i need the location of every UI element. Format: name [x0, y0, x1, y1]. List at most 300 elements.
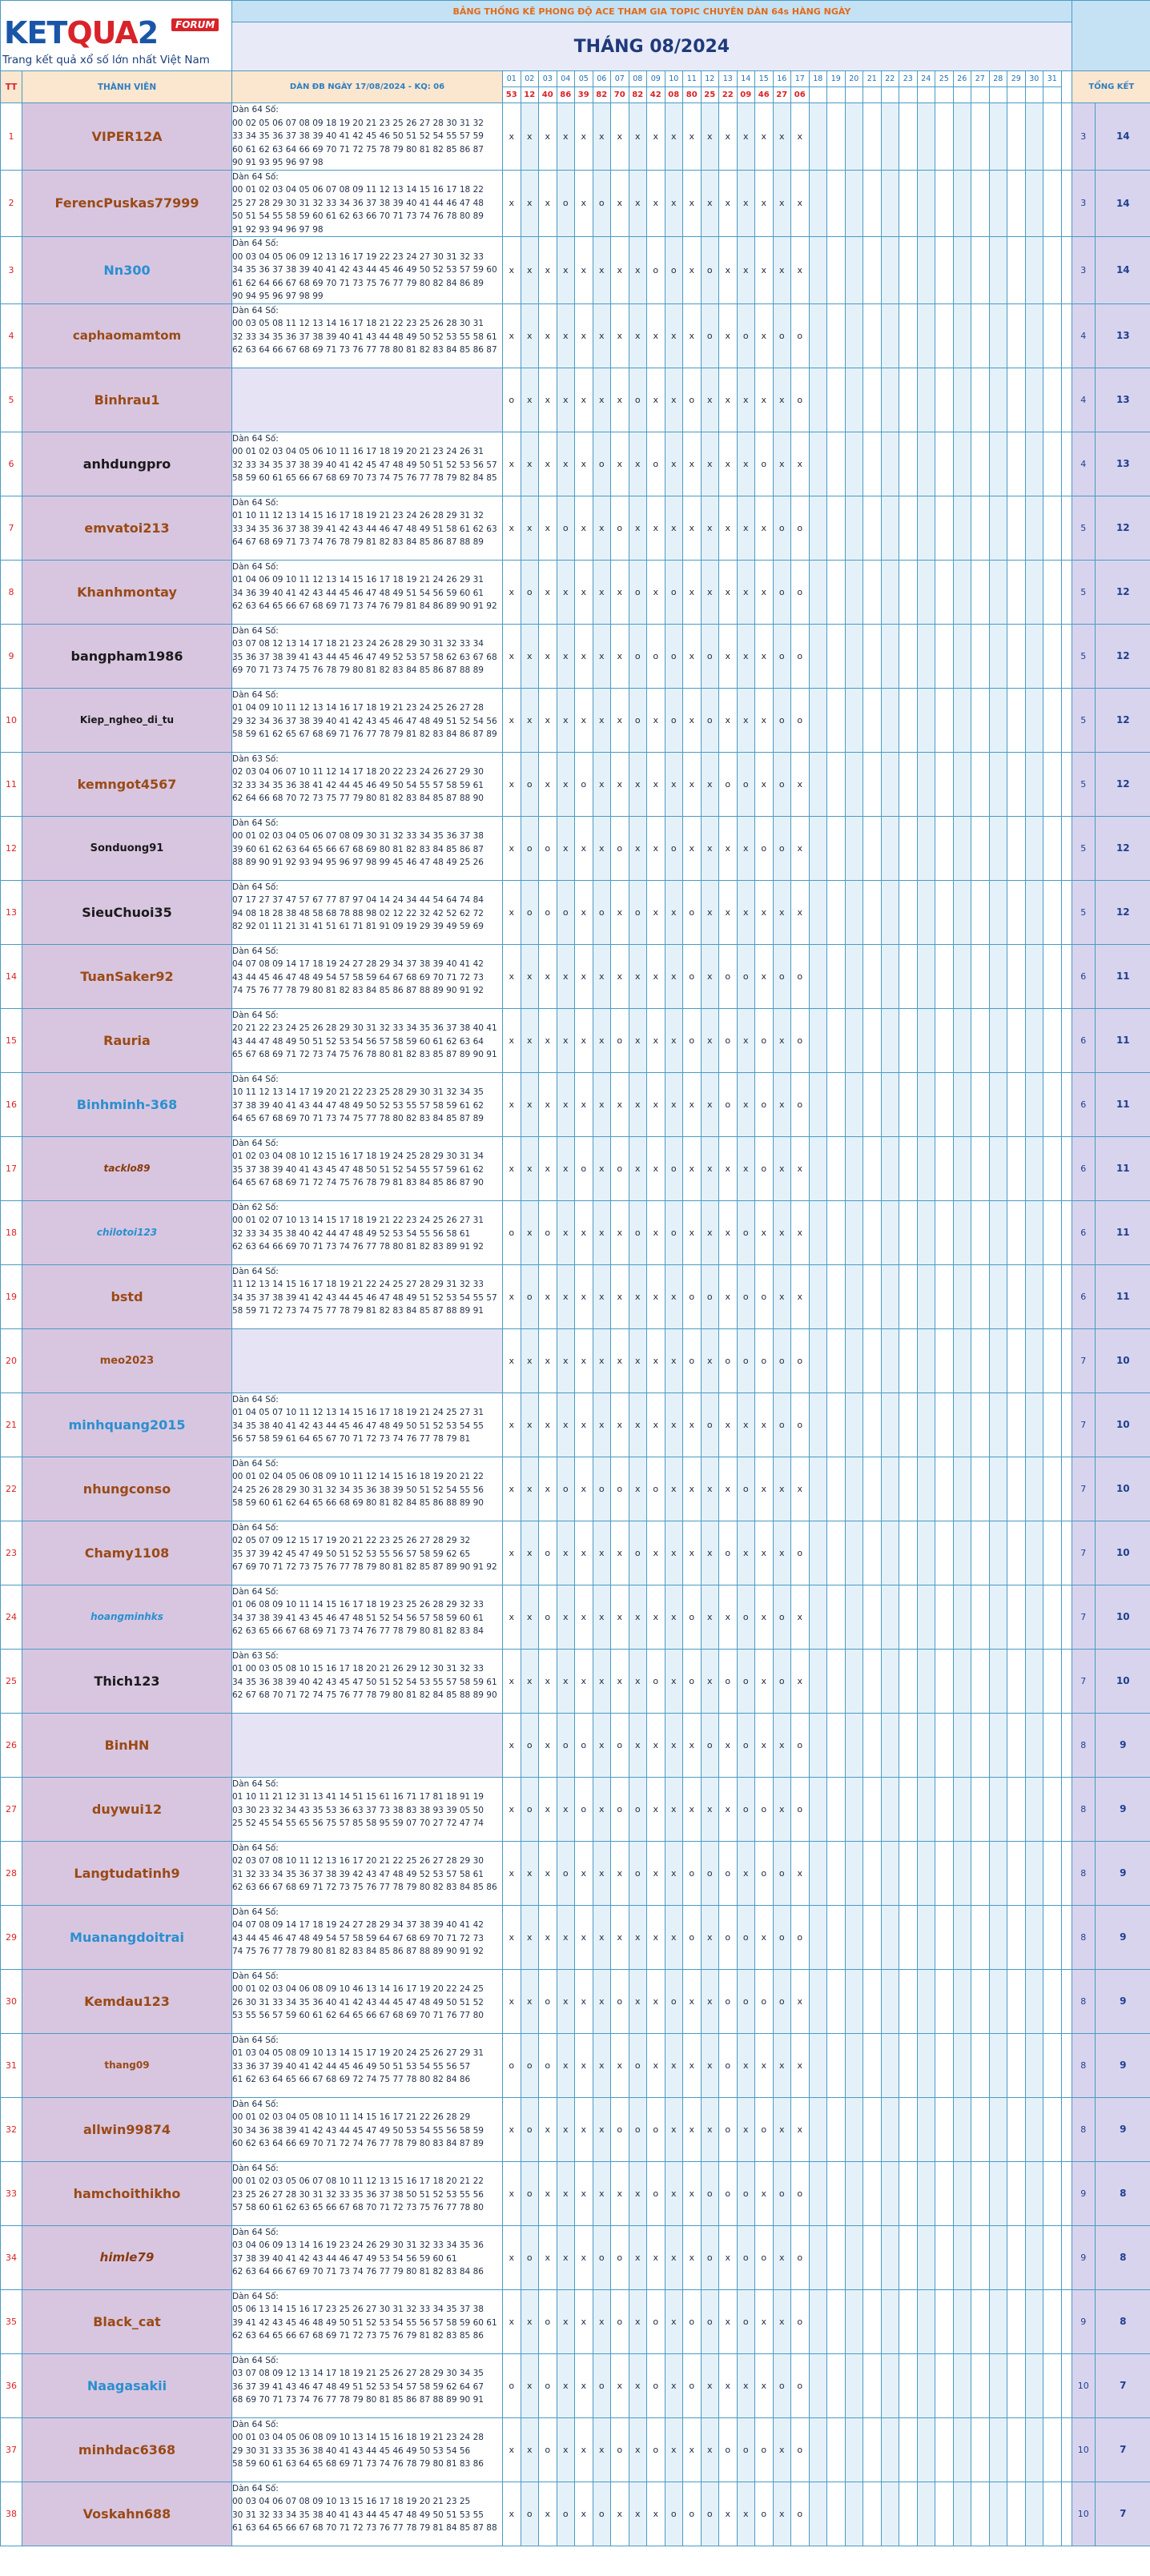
dan-cell [232, 432, 503, 496]
member-name[interactable]: Thich123 [22, 1649, 232, 1713]
day-mark-empty [845, 2482, 863, 2546]
member-name[interactable]: anhdungpro [22, 432, 232, 496]
member-name[interactable]: thang09 [22, 2033, 232, 2097]
day-mark: x [593, 496, 611, 560]
member-name[interactable]: minhquang2015 [22, 1392, 232, 1457]
logo-tagline: Trang kết quả xổ số lớn nhất Việt Nam [2, 54, 210, 66]
day-mark: o [755, 1969, 774, 2033]
day-mark-empty [1007, 1841, 1026, 1905]
day-mark-empty [1025, 170, 1043, 237]
day-mark: x [665, 103, 683, 171]
day-mark: x [611, 1585, 629, 1649]
row-number: 18 [1, 1200, 22, 1264]
day-mark: x [701, 880, 719, 944]
day-mark: x [683, 2097, 702, 2161]
row-spacer [1061, 624, 1072, 688]
day-mark: x [701, 752, 719, 816]
dan-numbers: 25 52 45 54 55 65 56 75 57 85 58 95 59 07 70 27 72 47 74 [232, 1818, 484, 1828]
day-mark-empty [989, 1585, 1007, 1649]
miss-count: 8 [1072, 1713, 1095, 1777]
member-name[interactable]: tacklo89 [22, 1136, 232, 1200]
day-mark: x [539, 103, 557, 171]
member-name[interactable]: bstd [22, 1264, 232, 1328]
day-mark: x [575, 1072, 593, 1136]
day-header: 10 [665, 71, 683, 87]
day-mark-empty [845, 2033, 863, 2097]
row-number: 38 [1, 2482, 22, 2546]
day-mark-empty [845, 2161, 863, 2225]
day-mark: x [503, 1841, 521, 1905]
day-mark: o [611, 1008, 629, 1072]
day-mark-empty [845, 432, 863, 496]
member-name[interactable]: bangpham1986 [22, 624, 232, 688]
day-mark: o [683, 2289, 702, 2353]
day-mark: x [521, 303, 539, 368]
dan-count: Dàn 64 Số: [232, 2483, 279, 2494]
day-mark: o [737, 1457, 755, 1521]
day-header: 28 [989, 71, 1007, 87]
day-mark-empty [989, 688, 1007, 752]
member-name[interactable]: Naagasakii [22, 2353, 232, 2417]
table-row [1, 752, 1150, 816]
day-mark-empty [1043, 880, 1062, 944]
day-mark: x [665, 1777, 683, 1841]
table-row [1, 2417, 1150, 2482]
day-mark-empty [1007, 560, 1026, 624]
day-mark: x [503, 496, 521, 560]
day-mark-empty [917, 303, 935, 368]
member-name[interactable]: duywui12 [22, 1777, 232, 1841]
day-mark: x [611, 237, 629, 304]
row-number: 13 [1, 880, 22, 944]
day-mark: o [629, 2097, 647, 2161]
dan-numbers: 34 37 38 39 41 43 45 46 47 48 51 52 54 56 57 58 59 60 61 [232, 1613, 484, 1623]
member-name[interactable]: TuanSaker92 [22, 944, 232, 1008]
day-mark: o [611, 2417, 629, 2482]
day-mark-empty [989, 1457, 1007, 1521]
day-mark: x [539, 2097, 557, 2161]
day-mark-empty [1025, 2482, 1043, 2546]
miss-count: 3 [1072, 103, 1095, 171]
member-name[interactable]: Khanhmontay [22, 560, 232, 624]
day-mark: x [575, 1392, 593, 1457]
day-mark-empty [971, 880, 990, 944]
day-mark-empty [971, 1072, 990, 1136]
member-name[interactable]: Muanangdoitrai [22, 1905, 232, 1969]
day-mark: o [701, 688, 719, 752]
dan-numbers: 62 63 66 67 68 69 71 72 73 75 76 77 78 79 80 82 83 84 85 86 [232, 1883, 497, 1892]
day-mark-empty [809, 1969, 827, 2033]
dan-numbers: 01 03 04 05 08 09 10 13 14 15 17 19 20 24 25 26 27 29 31 [232, 2048, 484, 2058]
row-number: 16 [1, 1072, 22, 1136]
day-mark-empty [809, 1136, 827, 1200]
dan-numbers: 34 35 36 37 38 39 40 41 42 43 44 45 46 49 50 52 53 57 59 60 [232, 265, 497, 275]
table-row [1, 103, 1150, 171]
day-mark: x [557, 2161, 575, 2225]
member-name[interactable]: BinHN [22, 1713, 232, 1777]
dan-cell [232, 2482, 503, 2546]
day-mark-empty [881, 816, 899, 880]
member-name[interactable]: minhdac6368 [22, 2417, 232, 2482]
miss-count: 5 [1072, 688, 1095, 752]
row-spacer [1061, 1777, 1072, 1841]
result-cell: 42 [647, 87, 665, 103]
day-mark: o [791, 688, 810, 752]
row-spacer [1061, 368, 1072, 432]
day-mark-empty [809, 688, 827, 752]
row-number: 9 [1, 624, 22, 688]
member-name[interactable]: Sonduong91 [22, 816, 232, 880]
day-mark-empty [935, 1649, 954, 1713]
dan-numbers: 58 59 61 62 65 67 68 69 71 76 77 78 79 81 82 83 84 86 87 89 [232, 729, 497, 739]
row-spacer [1061, 303, 1072, 368]
day-mark: x [539, 688, 557, 752]
day-mark: x [575, 2289, 593, 2353]
day-mark-empty [809, 1649, 827, 1713]
day-mark: x [629, 1008, 647, 1072]
dan-count: Dàn 64 Số: [232, 2355, 279, 2365]
day-mark: x [665, 303, 683, 368]
day-header: 18 [809, 71, 827, 87]
day-mark: x [521, 624, 539, 688]
day-mark: o [611, 816, 629, 880]
day-mark-empty [881, 170, 899, 237]
logo-part-a: KET [4, 15, 67, 50]
day-mark: o [719, 944, 738, 1008]
day-mark-empty [881, 1585, 899, 1649]
day-header: 07 [611, 71, 629, 87]
day-mark: x [575, 1905, 593, 1969]
day-mark: x [557, 2097, 575, 2161]
member-name[interactable]: Kiep_ngheo_di_tu [22, 688, 232, 752]
day-mark: x [773, 103, 791, 171]
day-mark-empty [881, 752, 899, 816]
table-row [1, 880, 1150, 944]
day-mark: x [773, 2482, 791, 2546]
total-count: 9 [1095, 1777, 1150, 1841]
member-name[interactable]: Voskahn688 [22, 2482, 232, 2546]
member-name[interactable]: kemngot4567 [22, 752, 232, 816]
day-mark: x [611, 2482, 629, 2546]
member-name[interactable]: Binhrau1 [22, 368, 232, 432]
miss-count: 8 [1072, 1777, 1095, 1841]
day-mark: o [521, 2161, 539, 2225]
day-mark-empty [935, 2482, 954, 2546]
day-mark-empty [827, 2161, 846, 2225]
day-mark-empty [1007, 1585, 1026, 1649]
total-count: 11 [1095, 1072, 1150, 1136]
day-mark-empty [917, 2417, 935, 2482]
day-mark: x [755, 1521, 774, 1585]
row-spacer [1061, 2289, 1072, 2353]
day-mark-empty [1043, 1008, 1062, 1072]
day-mark: x [521, 1969, 539, 2033]
total-count: 8 [1095, 2225, 1150, 2289]
member-name[interactable]: Chamy1108 [22, 1521, 232, 1585]
dan-numbers: 23 25 26 27 28 30 31 32 33 35 36 37 38 50 51 52 53 55 56 [232, 2189, 484, 2200]
day-mark: x [611, 2033, 629, 2097]
day-mark: o [791, 2417, 810, 2482]
result-cell-empty [1043, 87, 1062, 103]
day-mark: x [521, 1521, 539, 1585]
member-name[interactable]: meo2023 [22, 1328, 232, 1392]
day-mark: x [647, 1841, 665, 1905]
day-mark-empty [899, 1841, 918, 1905]
site-logo[interactable] [1, 1, 231, 66]
day-mark-empty [935, 1969, 954, 2033]
table-row [1, 624, 1150, 688]
day-mark-empty [827, 1521, 846, 1585]
day-mark: o [557, 880, 575, 944]
day-mark: o [683, 1649, 702, 1713]
day-mark: x [755, 368, 774, 432]
day-mark: x [539, 1136, 557, 1200]
day-mark-empty [935, 1521, 954, 1585]
dan-numbers: 29 30 31 33 35 36 38 40 41 43 44 45 46 49 50 53 54 56 [232, 2445, 471, 2456]
day-mark: x [521, 1392, 539, 1457]
member-name[interactable]: emvatoi213 [22, 496, 232, 560]
day-mark-empty [1025, 2161, 1043, 2225]
dan-numbers: 74 75 76 77 78 79 80 81 82 83 84 85 86 87 88 89 90 91 92 [232, 1947, 484, 1956]
day-mark: x [755, 1713, 774, 1777]
day-mark: x [629, 103, 647, 171]
day-mark-empty [809, 1457, 827, 1521]
dan-numbers: 32 33 34 35 36 38 41 42 44 45 46 49 50 54 55 57 58 59 61 [232, 780, 484, 790]
member-name[interactable]: chilotoi123 [22, 1200, 232, 1264]
day-mark: x [521, 2289, 539, 2353]
day-mark-empty [917, 1392, 935, 1457]
day-mark: x [539, 1713, 557, 1777]
day-mark-empty [863, 1905, 882, 1969]
day-mark: o [737, 1328, 755, 1392]
day-mark-empty [809, 1521, 827, 1585]
total-count: 8 [1095, 2161, 1150, 2225]
day-mark-empty [899, 1521, 918, 1585]
day-mark: x [719, 170, 738, 237]
day-mark: x [557, 560, 575, 624]
day-mark-empty [899, 1457, 918, 1521]
day-mark-empty [899, 1392, 918, 1457]
member-name[interactable]: Langtudatinh9 [22, 1841, 232, 1905]
member-name[interactable]: himle79 [22, 2225, 232, 2289]
day-mark-empty [899, 1905, 918, 1969]
dan-numbers: 33 34 35 36 37 38 39 41 42 43 44 46 47 48 49 51 58 61 62 63 [232, 524, 497, 534]
day-mark: x [665, 944, 683, 1008]
day-mark: x [611, 1841, 629, 1905]
day-mark-empty [1007, 1905, 1026, 1969]
member-name[interactable]: hamchoithikho [22, 2161, 232, 2225]
day-mark-empty [953, 496, 971, 560]
day-mark: x [539, 303, 557, 368]
day-mark: o [773, 1969, 791, 2033]
day-mark-empty [971, 2225, 990, 2289]
day-mark-empty [827, 237, 846, 304]
row-number: 14 [1, 944, 22, 1008]
day-mark-empty [1007, 752, 1026, 816]
day-mark-empty [881, 1136, 899, 1200]
member-name[interactable]: Kemdau123 [22, 1969, 232, 2033]
day-header: 01 [503, 71, 521, 87]
day-mark-empty [863, 2482, 882, 2546]
day-mark-empty [917, 1585, 935, 1649]
day-mark: o [755, 1264, 774, 1328]
member-name[interactable]: SieuChuoi35 [22, 880, 232, 944]
day-mark-empty [935, 368, 954, 432]
dan-numbers: 56 57 58 59 61 64 65 67 70 71 72 73 74 76 77 78 79 81 [232, 1434, 471, 1444]
day-mark-empty [953, 1457, 971, 1521]
miss-count: 8 [1072, 1905, 1095, 1969]
day-mark: x [629, 1457, 647, 1521]
day-mark: x [593, 624, 611, 688]
day-mark: o [773, 560, 791, 624]
day-mark-empty [989, 1841, 1007, 1905]
header-blank [1072, 1, 1150, 71]
day-mark: x [701, 1328, 719, 1392]
day-mark: x [593, 237, 611, 304]
table-row [1, 560, 1150, 624]
day-mark-empty [953, 1905, 971, 1969]
forum-badge: FORUM [171, 18, 219, 31]
member-name[interactable]: nhungconso [22, 1457, 232, 1521]
day-mark-empty [935, 1008, 954, 1072]
day-mark: x [593, 2097, 611, 2161]
dan-numbers: 60 62 63 64 66 69 70 71 72 74 76 77 78 79 80 83 84 87 89 [232, 2139, 484, 2148]
day-mark: x [665, 1072, 683, 1136]
dan-numbers: 68 69 70 71 73 74 76 77 78 79 80 81 85 86 87 88 89 90 91 [232, 2395, 484, 2405]
day-mark-empty [845, 1264, 863, 1328]
member-name[interactable]: Black_cat [22, 2289, 232, 2353]
dan-count: Dàn 64 Số: [232, 497, 279, 508]
day-mark-empty [935, 2161, 954, 2225]
day-mark-empty [917, 170, 935, 237]
day-header: 04 [557, 71, 575, 87]
day-mark-empty [917, 1649, 935, 1713]
day-mark: x [503, 2482, 521, 2546]
day-mark-empty [1025, 1200, 1043, 1264]
member-name[interactable]: Binhminh-368 [22, 1072, 232, 1136]
day-mark: x [701, 1200, 719, 1264]
day-mark-empty [827, 880, 846, 944]
day-mark: x [683, 170, 702, 237]
dan-cell [232, 2161, 503, 2225]
day-mark: x [629, 816, 647, 880]
member-name[interactable]: hoangminhks [22, 1585, 232, 1649]
day-mark: x [791, 1969, 810, 2033]
day-mark: x [521, 1585, 539, 1649]
day-mark: x [503, 103, 521, 171]
day-mark-empty [1043, 2482, 1062, 2546]
miss-count: 4 [1072, 368, 1095, 432]
dan-numbers: 43 44 45 46 47 48 49 54 57 58 59 64 67 68 69 70 71 72 73 [232, 1933, 484, 1943]
day-mark: o [701, 303, 719, 368]
day-mark-empty [881, 1008, 899, 1072]
member-name[interactable]: VIPER12A [22, 103, 232, 171]
day-mark-empty [899, 1264, 918, 1328]
day-mark-empty [827, 2225, 846, 2289]
day-mark: x [683, 1457, 702, 1521]
day-mark: x [773, 2097, 791, 2161]
day-header: 05 [575, 71, 593, 87]
logo-wordmark [4, 15, 158, 50]
day-mark-empty [809, 2161, 827, 2225]
day-mark-empty [971, 1328, 990, 1392]
dan-cell [232, 1136, 503, 1200]
dan-count: Dàn 64 Số: [232, 2291, 279, 2301]
day-mark-empty [1007, 2289, 1026, 2353]
day-mark-empty [827, 2482, 846, 2546]
day-mark: o [701, 624, 719, 688]
member-name[interactable]: Nn300 [22, 237, 232, 304]
day-mark: x [539, 1841, 557, 1905]
day-mark: o [521, 1777, 539, 1841]
day-mark-empty [953, 170, 971, 237]
day-mark-empty [1007, 170, 1026, 237]
day-mark: x [503, 2225, 521, 2289]
miss-count: 7 [1072, 1392, 1095, 1457]
day-mark: o [593, 2482, 611, 2546]
day-mark: x [593, 1264, 611, 1328]
day-mark: x [629, 432, 647, 496]
day-mark: x [737, 170, 755, 237]
day-mark: x [539, 944, 557, 1008]
member-name[interactable]: FerencPuskas77999 [22, 170, 232, 237]
day-mark: x [611, 1649, 629, 1713]
result-cell-empty [935, 87, 954, 103]
table-row [1, 170, 1150, 237]
dan-numbers: 01 04 05 07 10 11 12 13 14 15 16 17 18 19 21 24 25 27 31 [232, 1408, 484, 1417]
member-name[interactable]: Rauria [22, 1008, 232, 1072]
day-mark: x [593, 2161, 611, 2225]
day-mark-empty [845, 1777, 863, 1841]
day-mark-empty [953, 944, 971, 1008]
day-mark-empty [989, 368, 1007, 432]
day-mark: o [593, 2353, 611, 2417]
day-mark: x [791, 1457, 810, 1521]
day-mark-empty [917, 1457, 935, 1521]
day-mark: o [719, 2097, 738, 2161]
day-mark: o [773, 1649, 791, 1713]
miss-count: 10 [1072, 2482, 1095, 2546]
row-number: 22 [1, 1457, 22, 1521]
day-mark: o [593, 432, 611, 496]
day-mark-empty [881, 496, 899, 560]
day-mark: o [665, 624, 683, 688]
day-mark-empty [899, 2417, 918, 2482]
dan-count: Dàn 64 Số: [232, 1458, 279, 1469]
day-mark: x [755, 880, 774, 944]
day-mark: x [665, 432, 683, 496]
day-mark-empty [971, 2482, 990, 2546]
dan-numbers: 43 44 45 46 47 48 49 54 57 58 59 64 67 68 69 70 71 72 73 [232, 972, 484, 983]
miss-count: 5 [1072, 880, 1095, 944]
day-mark: o [611, 1136, 629, 1200]
member-name[interactable]: allwin99874 [22, 2097, 232, 2161]
day-mark: o [647, 432, 665, 496]
day-mark: x [557, 1585, 575, 1649]
day-mark-empty [863, 944, 882, 1008]
member-name[interactable]: caphaomamtom [22, 303, 232, 368]
day-mark: o [755, 1072, 774, 1136]
table-row [1, 1841, 1150, 1905]
day-mark-empty [971, 368, 990, 432]
day-mark: x [647, 1905, 665, 1969]
row-spacer [1061, 1328, 1072, 1392]
day-mark: x [701, 2033, 719, 2097]
day-mark: o [773, 496, 791, 560]
day-mark: x [521, 1649, 539, 1713]
day-mark: x [737, 103, 755, 171]
day-mark: x [665, 2353, 683, 2417]
